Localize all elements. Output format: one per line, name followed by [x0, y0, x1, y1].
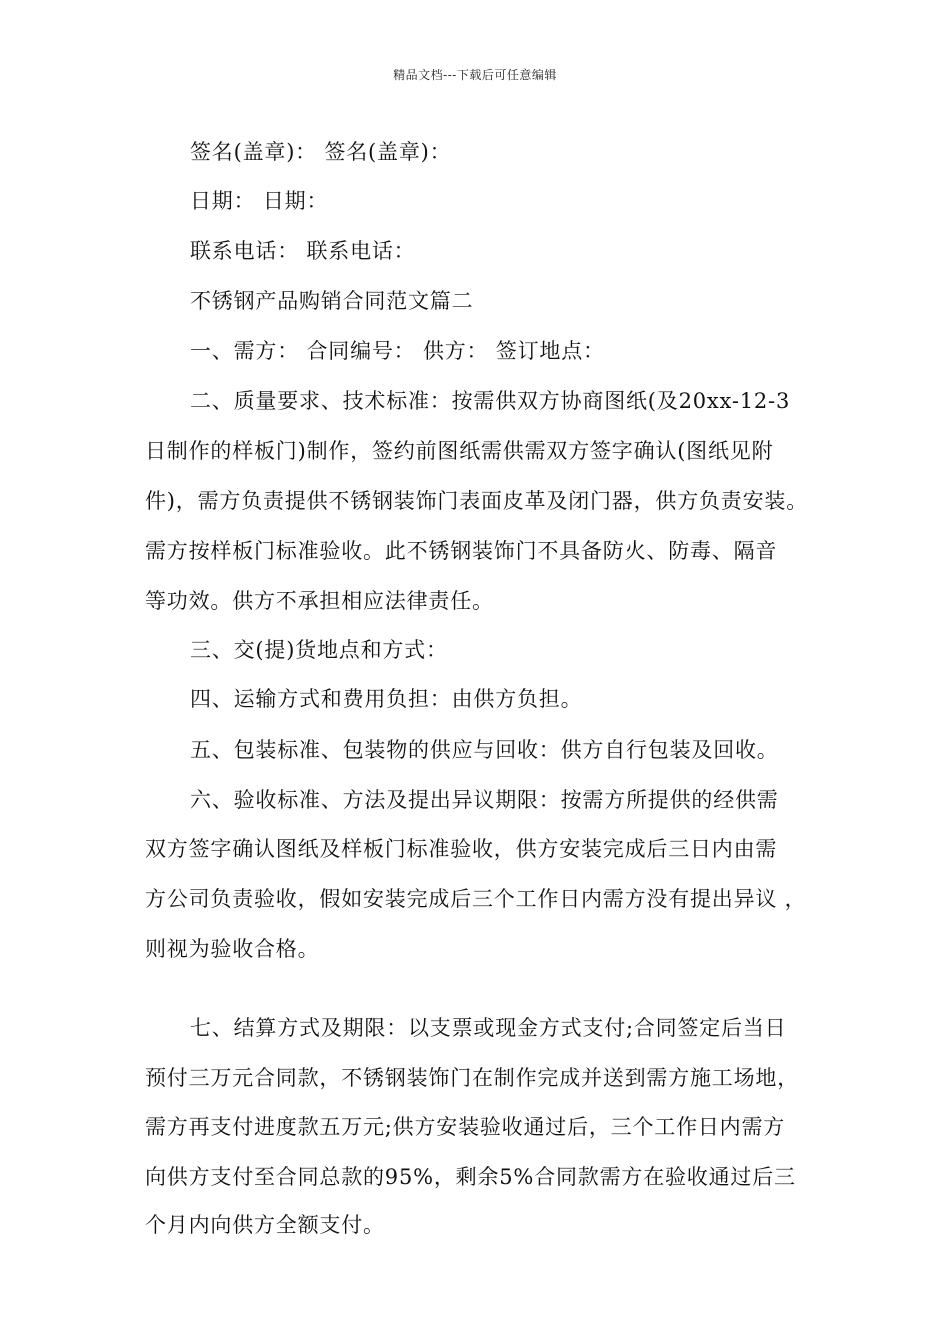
date-line: 日期： 日期： — [190, 189, 329, 213]
clause-6-line-2: 双方签字确认图纸及样板门标准验收，供方安装完成后三日内由需 — [145, 837, 778, 861]
clause-2-line-2: 日制作的样板门)制作，签约前图纸需供需双方签字确认(图纸见附 — [145, 439, 774, 463]
clause-2-line-4: 需方按样板门标准验收。此不锈钢装饰门不具备防火、防毒、隔音 — [145, 539, 778, 563]
clause-4: 四、运输方式和费用负担：由供方负担。 — [190, 687, 583, 711]
clause-2-line-3: 件)，需方负责提供不锈钢装饰门表面皮革及闭门器，供方负责安装。 — [145, 489, 808, 513]
clause-2-line-5: 等功效。供方不承担相应法律责任。 — [145, 589, 494, 613]
clause-3: 三、交(提)货地点和方式： — [190, 638, 448, 662]
clause-6-line-3: 方公司负责验收，假如安装完成后三个工作日内需方没有提出异议 ， — [145, 887, 807, 911]
clause-7-line-1: 七、结算方式及期限：以支票或现金方式支付;合同签定后当日 — [190, 1016, 787, 1040]
section-title: 不锈钢产品购销合同范文篇二 — [190, 289, 474, 313]
clause-7-line-2: 预付三万元合同款，不锈钢装饰门在制作完成并送到需方施工场地， — [145, 1066, 799, 1090]
clause-7-line-5: 个月内向供方全额支付。 — [145, 1213, 385, 1237]
phone-line: 联系电话： 联系电话： — [190, 239, 416, 263]
clause-6-line-1: 六、验收标准、方法及提出异议期限：按需方所提供的经供需 — [190, 788, 779, 812]
clause-6-line-4: 则视为验收合格。 — [145, 937, 320, 961]
clause-1: 一、需方： 合同编号： 供方： 签订地点： — [190, 339, 605, 363]
signature-line: 签名(盖章)： 签名(盖章)： — [190, 140, 452, 164]
clause-7-line-3: 需方再支付进度款五万元;供方安装验收通过后，三个工作日内需方 — [145, 1115, 786, 1139]
clause-2-line-1: 二、质量要求、技术标准：按需供双方协商图纸(及20xx-12-3 — [190, 389, 791, 413]
page-header: 精品文档---下载后可任意编辑 — [393, 68, 557, 82]
clause-5: 五、包装标准、包装物的供应与回收：供方自行包装及回收。 — [190, 738, 779, 762]
clause-7-line-4: 向供方支付至合同总款的95%，剩余5%合同款需方在验收通过后三 — [145, 1165, 796, 1189]
